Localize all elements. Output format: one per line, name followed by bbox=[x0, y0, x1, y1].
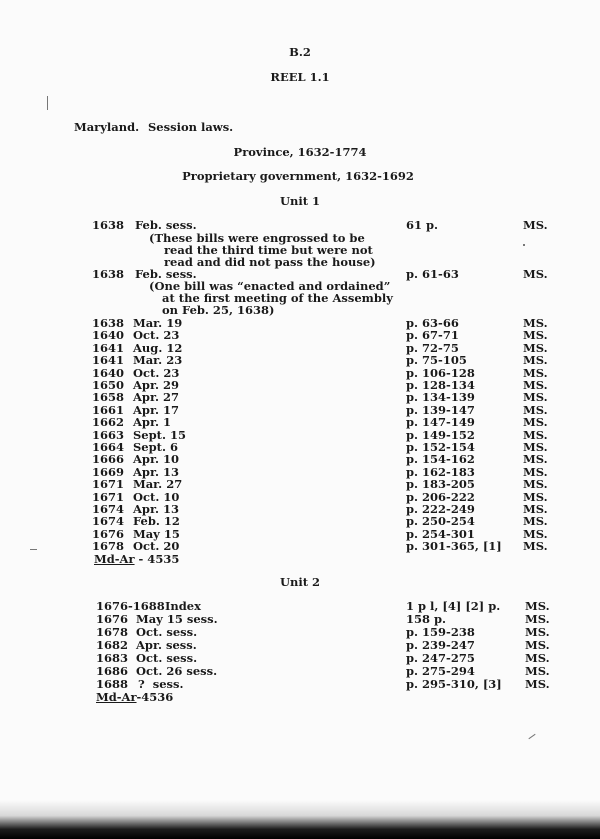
entry-session: Oct. 10 bbox=[133, 489, 180, 504]
entry-format: MS. bbox=[523, 402, 548, 417]
province-heading: Province, 1632-1774 bbox=[233, 145, 367, 159]
entry-pages: p. 247-275 bbox=[406, 651, 475, 665]
entry-format: MS. bbox=[523, 526, 548, 541]
entry-format: MS. bbox=[523, 489, 548, 504]
call-number-suffix: -4536 bbox=[136, 690, 174, 704]
entry-pages: p. 61-63 bbox=[406, 267, 459, 281]
entry-format: MS. bbox=[523, 440, 548, 454]
category-heading: Session laws. bbox=[148, 120, 234, 134]
entry-session: Feb. sess. bbox=[135, 267, 197, 281]
entry-year: 1674 bbox=[92, 514, 125, 529]
entry-format: MS. bbox=[523, 353, 548, 368]
entry-pages: p. 75-105 bbox=[406, 353, 467, 368]
entry-format: MS. bbox=[523, 477, 548, 492]
entry-format: MS. bbox=[525, 664, 550, 678]
entry-year: 1638 bbox=[92, 267, 125, 281]
scan-mark bbox=[528, 734, 535, 739]
entry-year: 1638 bbox=[92, 218, 125, 232]
entry-session: Apr. 1 bbox=[133, 415, 171, 430]
entry-format: MS. bbox=[523, 452, 548, 467]
entry-pages: p. 63-66 bbox=[406, 316, 459, 330]
entry-pages: p. 206-222 bbox=[406, 489, 475, 504]
entry-format: MS. bbox=[523, 218, 548, 232]
entry-pages: 158 p. bbox=[406, 612, 447, 626]
entry-note-line: on Feb. 25, 1638) bbox=[162, 303, 275, 317]
entry-year: 1641 bbox=[92, 340, 125, 355]
entry-session: Feb. 12 bbox=[133, 514, 180, 529]
entry-session: Oct. 23 bbox=[133, 328, 180, 343]
entry-format: MS. bbox=[523, 365, 548, 380]
entry-year: 1682 bbox=[96, 638, 129, 652]
entry-year: 1678 bbox=[92, 539, 125, 554]
entry-session: Apr. 17 bbox=[133, 402, 179, 417]
entry-year: 1640 bbox=[92, 365, 125, 380]
subject-heading: Maryland. bbox=[74, 120, 140, 134]
entry-pages: p. 149-152 bbox=[406, 427, 475, 442]
reel-label: REEL 1.1 bbox=[270, 70, 330, 84]
entry-session: Apr. 13 bbox=[133, 464, 179, 479]
entry-pages: 1 p l, [4] [2] p. bbox=[406, 599, 501, 613]
call-number-suffix: - 4535 bbox=[134, 552, 180, 566]
entry-year: 1686 bbox=[96, 664, 129, 678]
entry-session: Apr. 27 bbox=[133, 390, 179, 405]
entry-session: Mar. 23 bbox=[133, 353, 183, 368]
entry-session: Mar. 27 bbox=[133, 477, 183, 492]
entry-year: 1676 bbox=[92, 526, 125, 541]
entry-year: 1640 bbox=[92, 328, 125, 343]
entry-format: MS. bbox=[523, 539, 548, 554]
entry-pages: p. 250-254 bbox=[406, 514, 475, 529]
entry-year: 1683 bbox=[96, 651, 129, 665]
entry-format: MS. bbox=[523, 267, 548, 281]
entry-pages: p. 162-183 bbox=[406, 464, 475, 479]
entry-pages: p. 147-149 bbox=[406, 415, 475, 430]
entry-year: 1663 bbox=[92, 427, 125, 442]
entry-year: 1666 bbox=[92, 452, 125, 467]
entry-session: Oct. 20 bbox=[133, 539, 180, 554]
entry-session: Apr. sess. bbox=[136, 638, 197, 652]
entry-pages: p. 154-162 bbox=[406, 452, 475, 467]
entry-year: 1658 bbox=[92, 390, 125, 405]
entry-note-line: (These bills were engrossed to be bbox=[149, 231, 365, 245]
entry-session: Apr. 29 bbox=[133, 378, 179, 392]
entry-year: 1641 bbox=[92, 353, 125, 368]
entry-format: MS. bbox=[523, 502, 548, 516]
entry-pages: p. 295-310, [3] bbox=[406, 677, 502, 691]
government-heading: Proprietary government, 1632-1692 bbox=[182, 169, 414, 183]
entry-pages: p. 139-147 bbox=[406, 402, 475, 417]
entry-format: MS. bbox=[523, 316, 548, 330]
entry-note-line: (One bill was “enacted and ordained” bbox=[149, 279, 391, 293]
entry-pages: p. 239-247 bbox=[406, 638, 475, 652]
entry-pages: p. 159-238 bbox=[406, 625, 475, 639]
entry-session: Feb. sess. bbox=[135, 218, 197, 232]
unit2-title: Unit 2 bbox=[279, 575, 321, 589]
entry-year: 1671 bbox=[92, 489, 125, 504]
entry-year: 1638 bbox=[92, 316, 125, 330]
entry-format: MS. bbox=[523, 427, 548, 442]
entry-format: MS. bbox=[523, 340, 548, 355]
entry-year: 1688 bbox=[96, 677, 129, 691]
entry-session: ? sess. bbox=[138, 677, 184, 691]
entry-session: Sept. 15 bbox=[133, 427, 186, 442]
entry-format: MS. bbox=[525, 677, 550, 691]
entry-session: Aug. 12 bbox=[133, 340, 183, 355]
entry-year: 1674 bbox=[92, 502, 125, 516]
entry-format: MS. bbox=[523, 514, 548, 529]
entry-session: Sept. 6 bbox=[133, 440, 178, 454]
entry-note-line: read the third time but were not bbox=[164, 243, 373, 257]
entry-year: 1650 bbox=[92, 378, 125, 392]
entry-year: 1671 bbox=[92, 477, 125, 492]
entry-pages: p. 301-365, [1] bbox=[406, 539, 502, 554]
scan-mark bbox=[47, 96, 48, 110]
entry-format: MS. bbox=[525, 651, 550, 665]
entry-note-line: read and did not pass the house) bbox=[164, 255, 376, 269]
entry-year: 1678 bbox=[96, 625, 129, 639]
entry-format: MS. bbox=[525, 625, 550, 639]
entry-year: 1661 bbox=[92, 402, 125, 417]
entry-session: Oct. sess. bbox=[136, 625, 198, 639]
scan-mark bbox=[523, 244, 525, 246]
entry-session: Oct. sess. bbox=[136, 651, 198, 665]
scan-bottom-edge bbox=[0, 800, 600, 839]
call-number-prefix: Md-Ar bbox=[96, 690, 137, 704]
entry-format: MS. bbox=[523, 328, 548, 343]
entry-session: Mar. 19 bbox=[133, 316, 183, 330]
entry-session: Apr. 10 bbox=[133, 452, 179, 467]
call-number bbox=[96, 691, 173, 703]
entry-pages: p. 222-249 bbox=[406, 502, 475, 516]
entry-year: 1669 bbox=[92, 464, 125, 479]
entry-pages: p. 275-294 bbox=[406, 664, 475, 678]
unit1-title: Unit 1 bbox=[279, 194, 321, 208]
entry-format: MS. bbox=[523, 415, 548, 430]
entry-pages: p. 106-128 bbox=[406, 365, 475, 380]
entry-format: MS. bbox=[523, 390, 548, 405]
entry-session: Oct. 26 sess. bbox=[136, 664, 218, 678]
entry-pages: p. 134-139 bbox=[406, 390, 475, 405]
entry-pages: p. 128-134 bbox=[406, 378, 475, 392]
entry-note-line: at the first meeting of the Assembly bbox=[162, 291, 393, 305]
entry-format: MS. bbox=[523, 378, 548, 392]
entry-year: 1664 bbox=[92, 440, 125, 454]
entry-format: MS. bbox=[525, 638, 550, 652]
entry-format: MS. bbox=[525, 612, 550, 626]
entry-pages: 61 p. bbox=[406, 218, 439, 232]
page-code: B.2 bbox=[289, 45, 311, 59]
entry-year: 1662 bbox=[92, 415, 125, 430]
scan-mark bbox=[30, 549, 37, 550]
entry-pages: p. 183-205 bbox=[406, 477, 475, 492]
entry-format: MS. bbox=[525, 599, 550, 613]
entry-session: Oct. 23 bbox=[133, 365, 180, 380]
entry-session: May 15 bbox=[133, 526, 180, 541]
entry-year: 1676-1688 bbox=[96, 599, 165, 613]
entry-pages: p. 72-75 bbox=[406, 340, 459, 355]
entry-pages: p. 67-71 bbox=[406, 328, 459, 343]
entry-pages: p. 152-154 bbox=[406, 440, 475, 454]
entry-pages: p. 254-301 bbox=[406, 526, 475, 541]
entry-year: 1676 bbox=[96, 612, 129, 626]
entry-session: Index bbox=[165, 599, 201, 613]
entry-session: Apr. 13 bbox=[133, 502, 179, 516]
call-number bbox=[94, 553, 179, 565]
call-number-prefix: Md-Ar bbox=[94, 552, 135, 566]
entry-format: MS. bbox=[523, 464, 548, 479]
entry-session: May 15 sess. bbox=[136, 612, 218, 626]
